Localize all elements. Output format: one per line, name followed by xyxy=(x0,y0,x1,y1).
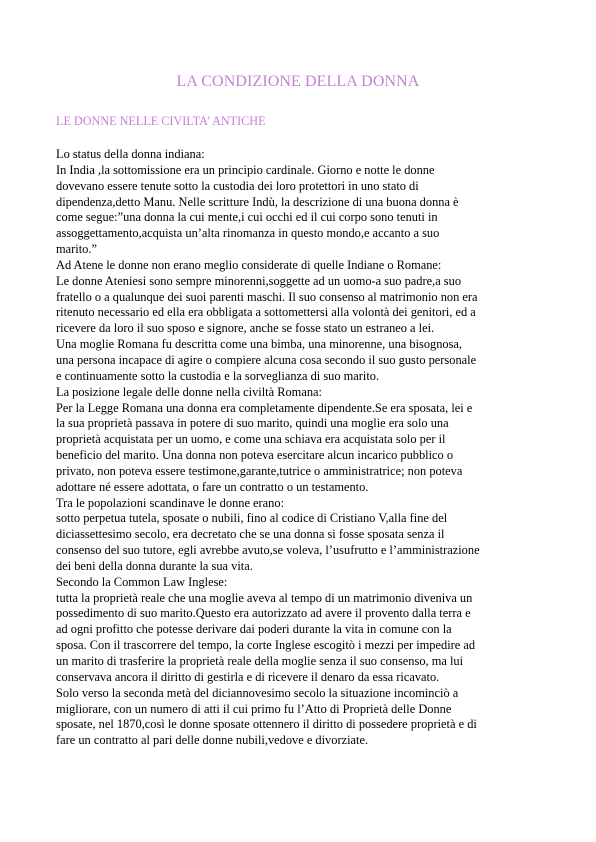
text-line: La posizione legale delle donne nella civiltà Romana: xyxy=(56,384,322,399)
text-line: una persona incapace di agire o compiere alcuna cosa secondo il suo gusto personale xyxy=(56,352,477,367)
body-text xyxy=(56,147,546,749)
text-line: Per la Legge Romana una donna era completamente dipendente.Se era sposata, lei e xyxy=(56,400,473,415)
text-line: sposa. Con il trascorrere del tempo, la corte Inglese escogitò i mezzi per impedire ad xyxy=(56,638,476,653)
text-line: marito.” xyxy=(56,242,97,257)
text-line: consenso del suo tutore, egli avrebbe avuto,se voleva, l’usufrutto e l’amministrazione xyxy=(56,543,480,558)
text-line: proprietà acquistata per un uomo, e come una schiava era acquistata solo per il xyxy=(56,432,446,447)
text-line: Tra le popolazioni scandinave le donne erano: xyxy=(56,495,285,510)
text-line: dei beni della donna durante la sua vita. xyxy=(56,558,253,573)
text-line: fare un contratto al pari delle donne nubili,vedove e divorziate. xyxy=(56,733,369,748)
text-line: Una moglie Romana fu descritta come una bimba, una minorenne, una bisognosa, xyxy=(56,337,463,352)
text-line: e continuamente sotto la custodia e la sorveglianza di suo marito. xyxy=(56,368,380,383)
text-line: dovevano essere tenute sotto la custodia dei loro protettori in uno stato di xyxy=(56,178,419,193)
text-line: sposate, nel 1870,così le donne sposate ottennero il diritto di possedere proprietà e di xyxy=(56,717,477,732)
text-line: Le donne Ateniesi sono sempre minorenni,soggette ad un uomo-a suo padre,a suo xyxy=(56,273,462,288)
text-line: dipendenza,detto Manu. Nelle scritture Indù, la descrizione di una buona donna è xyxy=(56,194,459,209)
text-line: diciassettesimo secolo, era decretato che se una donna si fosse sposata senza il xyxy=(56,527,445,542)
text-line: adottare né essere adottata, o fare un contratto o un testamento. xyxy=(56,479,369,494)
text-line: beneficio del marito. Una donna non poteva esercitare alcun incarico pubblico o xyxy=(56,448,454,463)
text-line: Secondo la Common Law Inglese: xyxy=(56,574,228,589)
text-line: Lo status della donna indiana: xyxy=(56,147,205,161)
text-line: possedimento di suo marito.Questo era autorizzato ad avere il provento dalla terra e xyxy=(56,606,471,621)
text-line: ritenuto necessario ed ella era obbligata a sottomettersi alla volontà dei genitori, ed a xyxy=(56,305,476,320)
text-line: migliorare, con un numero di atti il cui primo fu l’Atto di Proprietà delle Donne xyxy=(56,701,452,716)
text-line: la sua proprietà passava in potere di suo marito, quindi una moglie era solo una xyxy=(56,416,449,431)
text-line: fratello o a qualunque dei suoi parenti maschi. Il suo consenso al matrimonio non era xyxy=(56,289,478,304)
text-line: privato, non poteva essere testimone,garante,tutrice o amministratrice; non poteva xyxy=(56,463,463,478)
text-line: un marito di trasferire la proprietà reale della moglie senza il suo consenso, ma lui xyxy=(56,654,464,668)
text-line: ad ogni profitto che potesse derivare dai poderi durante la vita in comune con la xyxy=(56,622,452,637)
text-line: Ad Atene le donne non erano meglio considerate di quelle Indiane o Romane: xyxy=(56,257,442,272)
text-line: tutta la proprietà reale che una moglie aveva al tempo di un matrimonio diveniva un xyxy=(56,590,473,605)
text-line: ricevere da loro il suo sposo e signore, anche se fosse stato un estraneo a lei. xyxy=(56,321,435,336)
section-heading: LE DONNE NELLE CIVILTA’ ANTICHE xyxy=(56,114,266,128)
document-title: LA CONDIZIONE DELLA DONNA xyxy=(176,73,420,90)
text-line: Solo verso la seconda metà del diciannovesimo secolo la situazione incominciò a xyxy=(56,685,459,700)
text-line: conservava ancora il diritto di gestirla e di ricevere il denaro da essa ricavato. xyxy=(56,669,440,684)
text-line: come segue:”una donna la cui mente,i cui occhi ed il cui corpo sono tenuti in xyxy=(56,210,438,225)
text-line: sotto perpetua tutela, sposate o nubili, fino al codice di Cristiano V,alla fine del xyxy=(56,511,448,526)
text-line: assoggettamento,acquista un’alta rinomanza in questo mondo,e accanto a suo xyxy=(56,226,440,241)
text-line: In India ,la sottomissione era un principio cardinale. Giorno e notte le donne xyxy=(56,162,435,177)
